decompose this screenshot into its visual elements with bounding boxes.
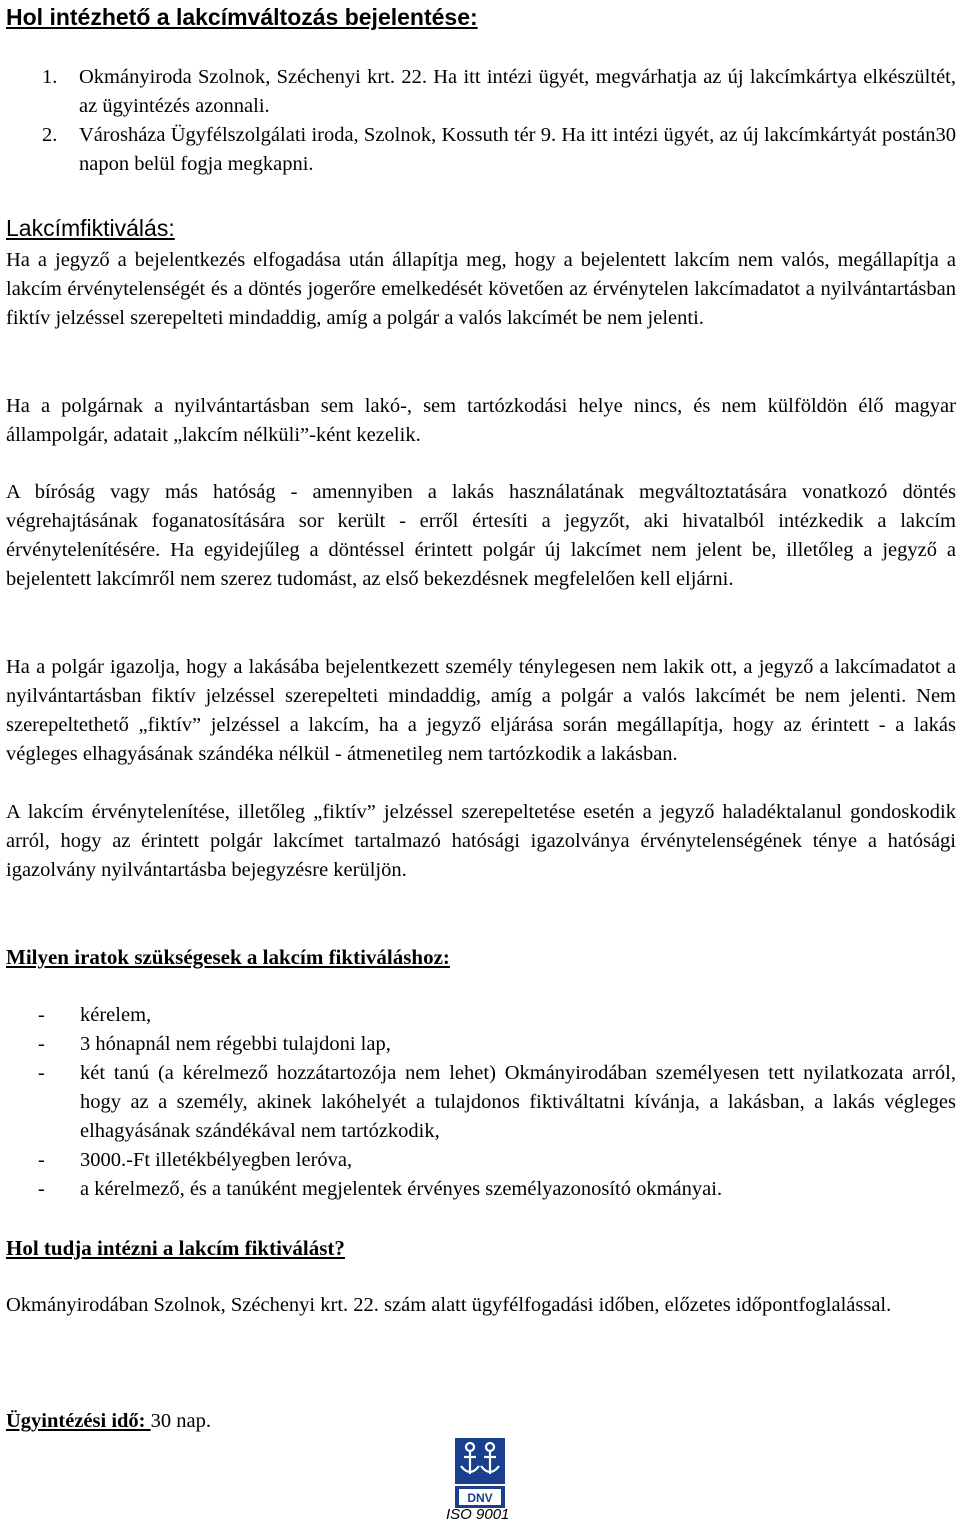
list-item (34, 63, 956, 121)
heading-address-change: Hol intézhető a lakcímváltozás bejelentése: (6, 4, 478, 30)
list-item: - kérelem, (38, 1004, 152, 1026)
iso-caption: ISO 9001 (446, 1506, 510, 1523)
location-list (34, 63, 956, 179)
list-item: - a kérelmező, és a tanúként megjelentek érvényes személyazonosító okmányai. (38, 1178, 723, 1200)
heading-required-documents: Milyen iratok szükségesek a lakcím fiktiváláshoz: (6, 945, 450, 969)
list-text: Városháza Ügyfélszolgálati iroda, Szolnok, Kossuth tér 9. Ha itt intézi ügyét, az új lakcímkártyát postán30 napon belül fogja megkapni. (79, 124, 956, 175)
list-item: - két tanú (a kérelmező hozzátartozója nem lehet) Okmányirodában személyesen tett nyilatkozata arról, hogy az a személy, akinek lakóhelyét a tulajdonos fiktiváltatni kívánja, a lakásban, a lakás végleges elhagyásának szándékával nem tartózkodik, (38, 1062, 956, 1142)
heading-fictitious-address: Lakcímfiktiválás: (6, 215, 175, 241)
list-item (34, 121, 956, 179)
processing-time-value: 30 nap. (150, 1410, 211, 1432)
dnv-label: DNV (467, 1491, 493, 1505)
dnv-certification-seal-icon (455, 1438, 505, 1508)
paragraph: Ha a polgárnak a nyilvántartásban sem lakó-, sem tartózkodási helye nincs, és nem külföldön élő magyar állampolgár, adatait „lakcím nélküli”-ként kezelik. (6, 395, 956, 446)
paragraph: A lakcím érvénytelenítése, illetőleg „fiktív” jelzéssel szerepeltetése esetén a jegyző haladéktalanul gondoskodik arról, hogy az érintett polgár lakcímet tartalmazó hatósági igazolványa érvénytelenségének ténye a hatósági igazolvány nyilvántartásba bejegyzésre kerüljön. (6, 801, 956, 881)
documents-list (6, 1001, 956, 1204)
paragraph: Ha a polgár igazolja, hogy a lakásába bejelentkezett személy ténylegesen nem lakik ott, a jegyző a lakcímadatot a nyilvántartásban fiktív jelzéssel szerepelteti mindaddig, amíg a polgár a valós lakcímét be nem jelenti. Nem szerepeltethető „fiktív” jelzéssel a lakcím, ha a jegyző eljárása során megállapítja, hogy az érintett - a lakás végleges elhagyásának szándéka nélkül - átmenetileg nem tartózkodik a lakásban. (6, 656, 956, 765)
processing-time (6, 1407, 956, 1436)
list-number: 2. (42, 124, 58, 146)
heading-where-to-apply: Hol tudja intézni a lakcím fiktiválást? (6, 1236, 345, 1260)
list-item: - 3 hónapnál nem régebbi tulajdoni lap, (38, 1033, 391, 1055)
processing-time-label: Ügyintézési idő: (6, 1410, 151, 1432)
list-text: Okmányiroda Szolnok, Széchenyi krt. 22. Ha itt intézi ügyét, megvárhatja az új lakcímkártya elkészültét, az ügyintézés azonnali. (79, 66, 956, 117)
list-item: - 3000.-Ft illetékbélyegben leróva, (38, 1149, 353, 1171)
paragraph: Ha a jegyző a bejelentkezés elfogadása után állapítja meg, hogy a bejelentett lakcím nem valós, megállapítja a lakcím érvénytelenségét és a döntés jogerőre emelkedését követően az érvénytelen lakcímadatot a nyilvántartásban fiktív jelzéssel szerepelteti mindaddig, amíg a polgár a valós lakcímét be nem jelenti. (6, 249, 956, 329)
list-number: 1. (42, 66, 58, 88)
paragraph-where: Okmányirodában Szolnok, Széchenyi krt. 22. szám alatt ügyfélfogadási időben, előzetes időpontfoglalással. (6, 1294, 892, 1316)
paragraph: A bíróság vagy más hatóság - amennyiben a lakás használatának megváltoztatására vonatkozó döntés végrehajtásának foganatosítására sor került - erről értesíti a jegyzőt, aki hivatalból intézkedik a lakcím érvénytelenítésére. Ha egyidejűleg a döntéssel érintett polgár új lakcímet nem jelent be, illetőleg a jegyző a bejelentett lakcímről nem szerez tudomást, az első bekezdésnek megfelelően kell eljárni. (6, 481, 956, 590)
